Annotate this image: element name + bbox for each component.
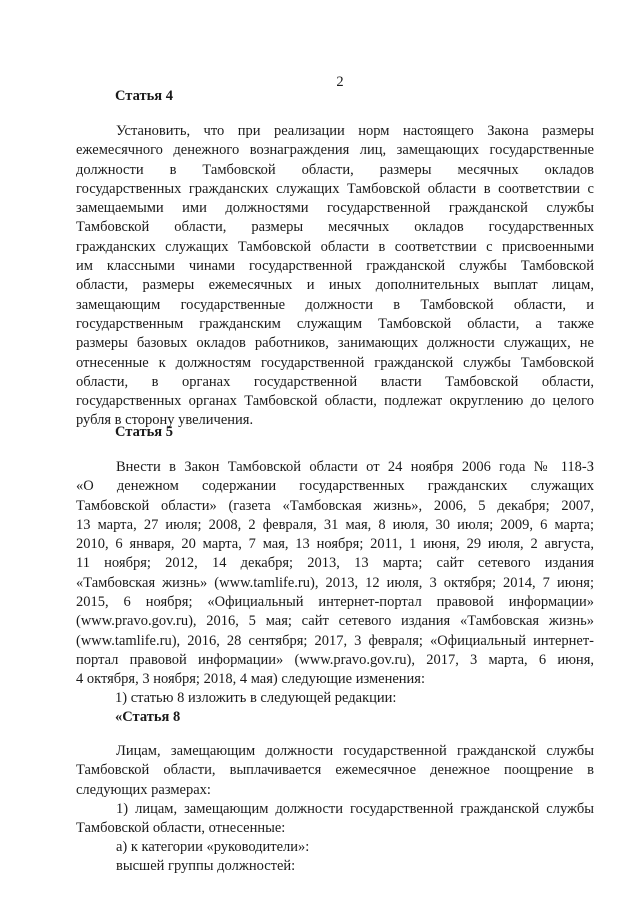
text-line: 1) лицам, замещающим должности государственной гражданской службы — [116, 801, 594, 817]
text-line: замещаемыми ими должностями государственной гражданской службы — [76, 200, 594, 217]
article-8-item-1 — [76, 800, 594, 839]
article-4-paragraph — [76, 122, 594, 431]
article-5-item-1: 1) статью 8 изложить в следующей редакции: — [115, 690, 397, 706]
text-line: отнесенные к должностям государственной гражданской службы Тамбовской — [76, 354, 594, 371]
article-8-paragraph — [76, 742, 594, 800]
text-line: 11 ноября; 2012, 14 декабря; 2013, 13 марта; сайт сетевого издания — [76, 555, 594, 572]
text-line: должности в Тамбовской области, размеры месячных окладов — [76, 161, 594, 178]
text-line: Внести в Закон Тамбовской области от 24 ноября 2006 года № 118-З — [116, 459, 594, 475]
text-line: государственных гражданских служащих Тамбовской области в соответствии с — [76, 180, 594, 197]
article-4-heading: Статья 4 — [115, 88, 173, 104]
text-line: государственным гражданским служащим Тамбовской области, а также — [76, 315, 594, 332]
text-line: рубля в сторону увеличения. — [76, 412, 254, 429]
text-line: 13 марта, 27 июля; 2008, 2 февраля, 31 мая, 8 июля, 30 июля; 2009, 6 марта; — [76, 516, 594, 533]
text-line: Тамбовской области, выплачивается ежемесячное денежное поощрение в — [76, 762, 594, 779]
text-line: области, в органах государственной власти Тамбовской области, — [76, 373, 594, 390]
text-line: Установить, что при реализации норм настоящего Закона размеры — [116, 123, 594, 139]
text-line: 2010, 6 января, 20 марта, 7 мая, 13 ноября; 2011, 1 июня, 29 июля, 2 августа, — [76, 536, 594, 553]
text-line: замещающим государственные должности в Тамбовской области, и — [76, 296, 594, 313]
text-line: государственных органах Тамбовской области, подлежат округлению до целого — [76, 393, 594, 410]
text-line: следующих размерах: — [76, 781, 211, 798]
text-line: Лицам, замещающим должности государственной гражданской службы — [116, 743, 594, 759]
text-line: области, размеры ежемесячных и иных дополнительных выплат лицам, — [76, 277, 594, 294]
text-line: Тамбовской области» (газета «Тамбовская жизнь», 2006, 5 декабря; 2007, — [76, 497, 594, 514]
article-8-sub-a: а) к категории «руководители»: — [116, 839, 310, 855]
text-line: гражданских служащих Тамбовской области в соответствии с присвоенными — [76, 238, 594, 255]
article-8-group: высшей группы должностей: — [116, 858, 296, 874]
text-line: портал правовой информации» (www.pravo.gov.ru), 2017, 3 марта, 6 июня, — [76, 651, 594, 668]
text-line: «Тамбовская жизнь» (www.tamlife.ru), 2013, 12 июля, 3 октября; 2014, 7 июня; — [76, 574, 594, 591]
text-line: Тамбовской области, размеры месячных окладов государственных — [76, 219, 594, 236]
text-line: Тамбовской области, отнесенные: — [76, 820, 286, 837]
text-line: «О денежном содержании государственных гражданских служащих — [76, 478, 594, 495]
text-line: (www.pravo.gov.ru), 2016, 5 мая; сайт сетевого издания «Тамбовская жизнь» — [76, 613, 594, 630]
article-8-heading: «Статья 8 — [115, 709, 181, 725]
article-5-heading: Статья 5 — [115, 424, 173, 440]
article-5-paragraph — [76, 458, 594, 690]
text-line: 4 октября, 3 ноября; 2018, 4 мая) следующие изменения: — [76, 671, 425, 688]
page-number: 2 — [336, 74, 344, 90]
text-line: 2015, 6 ноября; «Официальный интернет-портал правовой информации» — [76, 594, 594, 611]
text-line: им классными чинами государственной гражданской службы Тамбовской — [76, 258, 594, 275]
text-line: ежемесячного денежного вознаграждения лиц, замещающих государственные — [76, 142, 594, 159]
text-line: (www.tamlife.ru), 2016, 28 сентября; 2017, 3 февраля; «Официальный интернет- — [76, 632, 594, 649]
text-line: размеры базовых окладов работников, занимающих должности служащих, не — [76, 335, 594, 352]
